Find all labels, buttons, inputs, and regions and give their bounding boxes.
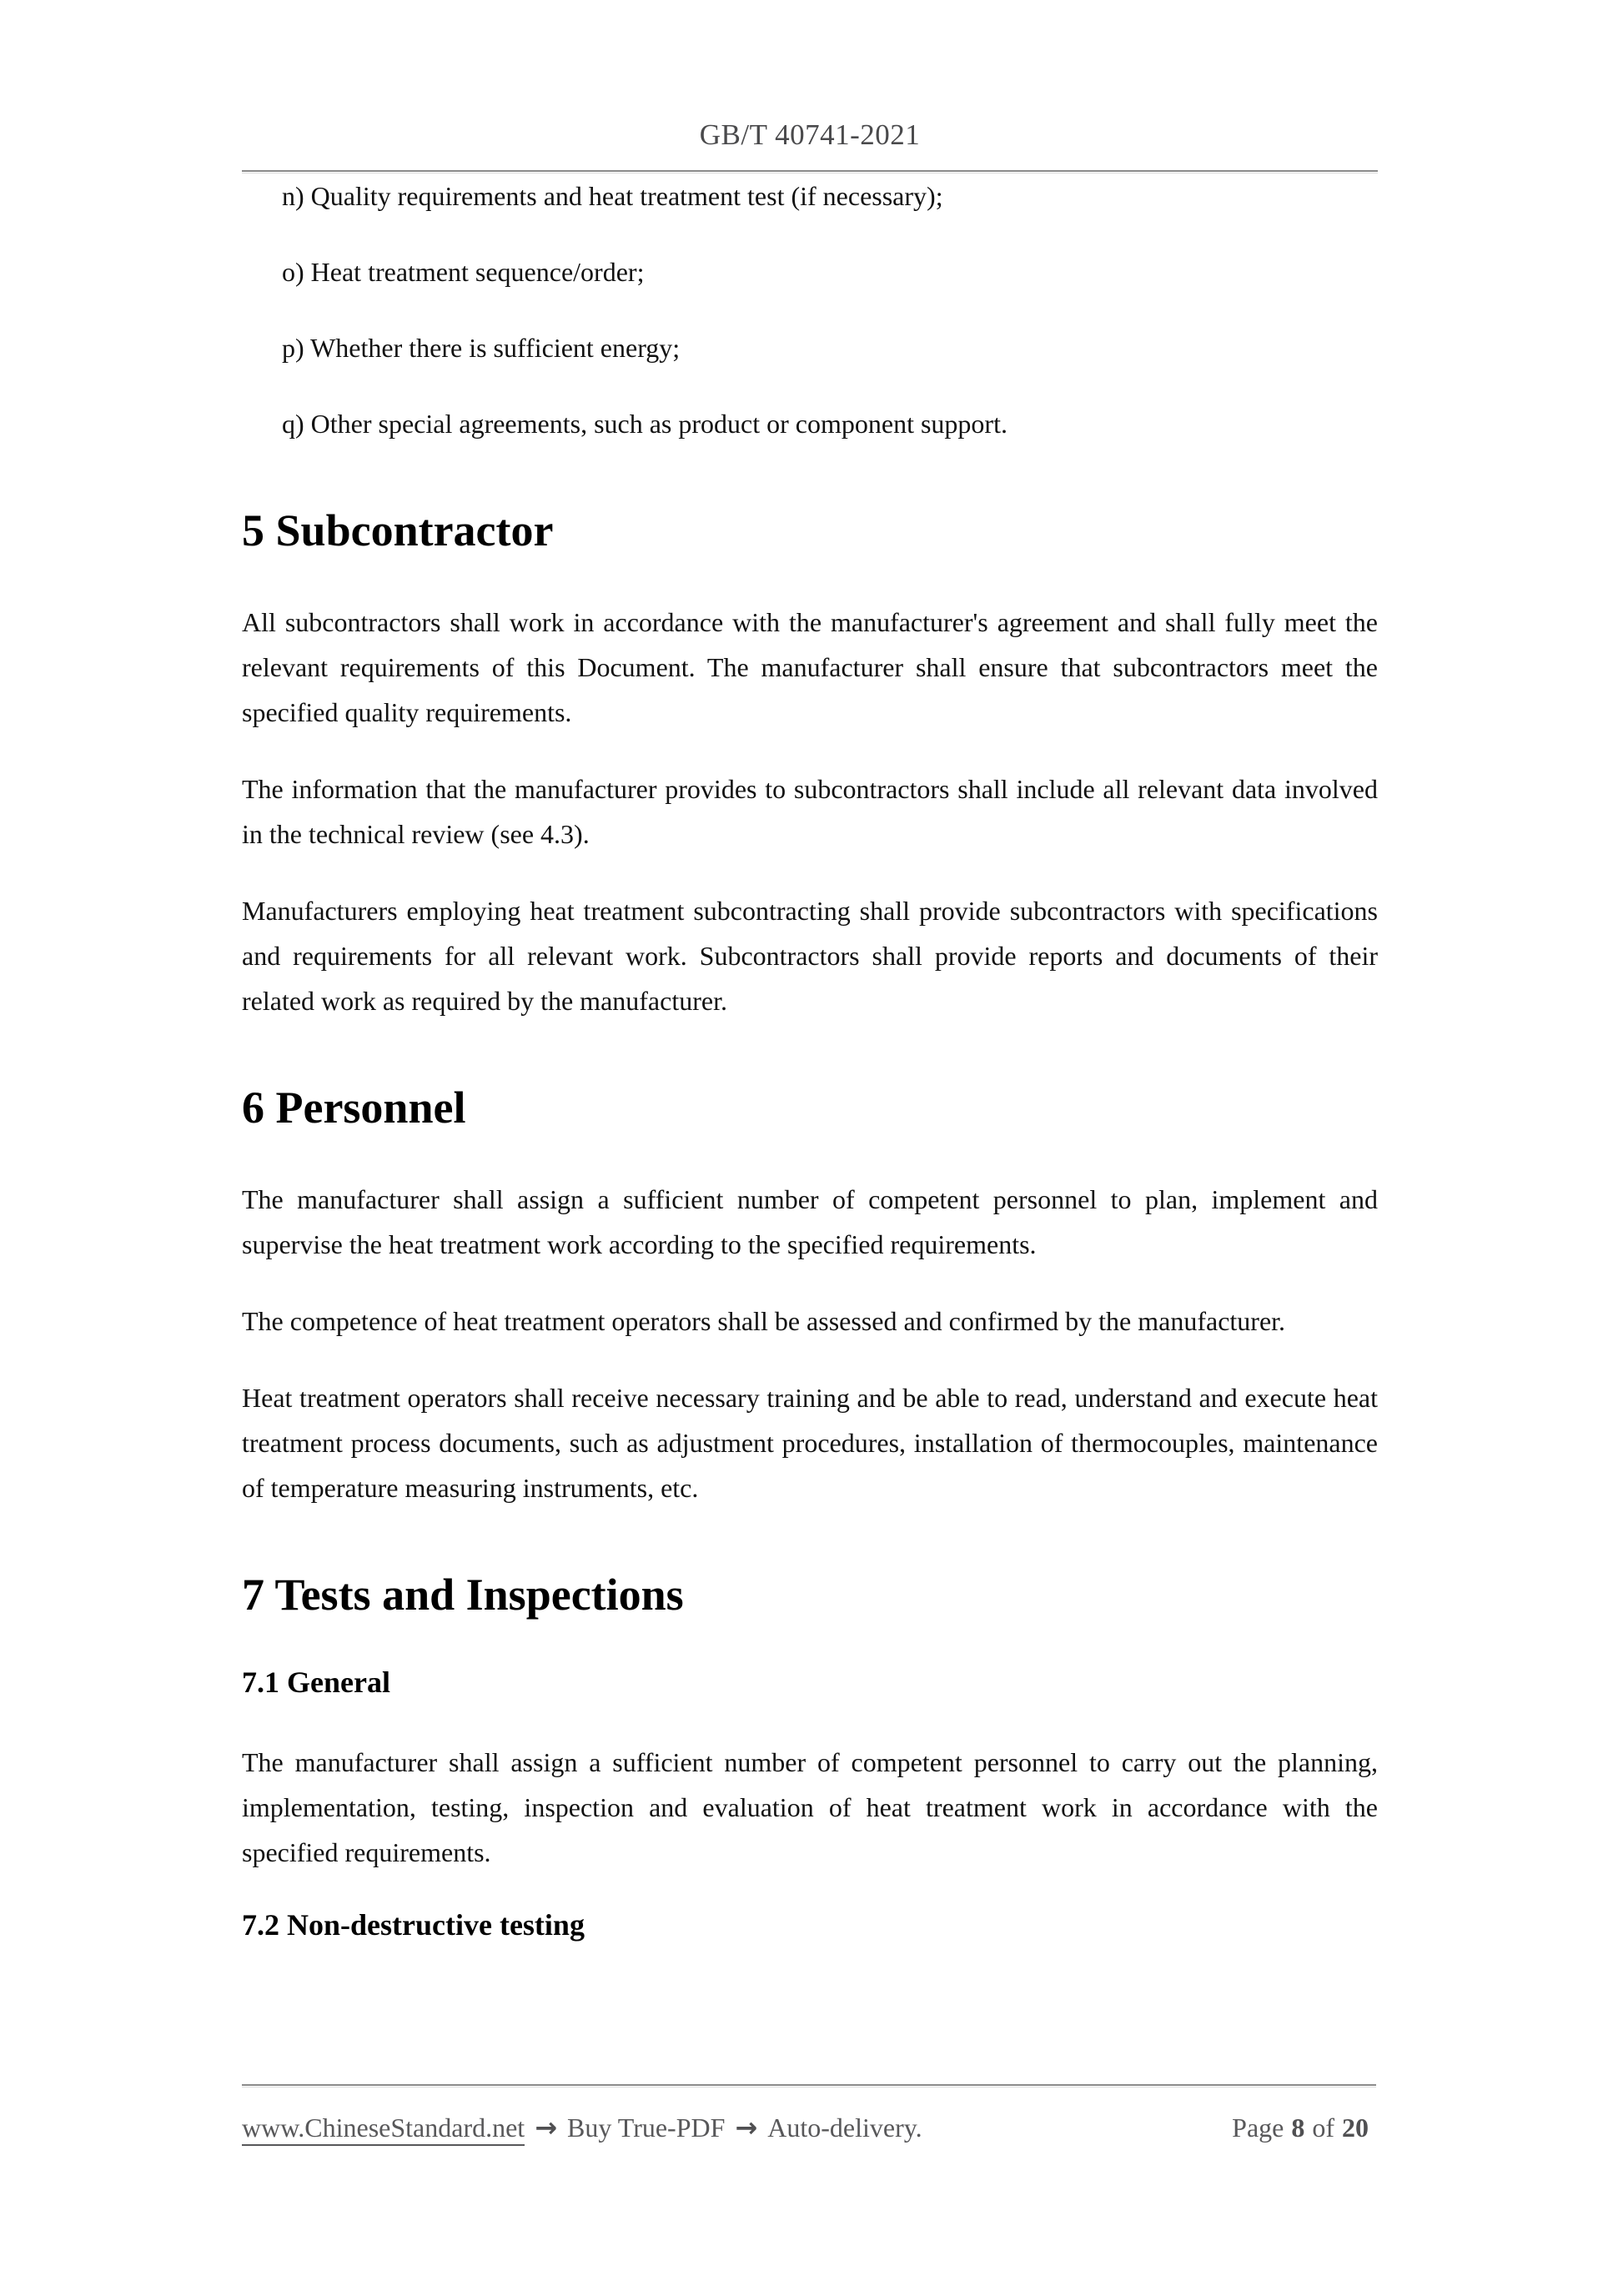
- document-number-header: GB/T 40741-2021: [699, 118, 921, 151]
- page-total-number: 20: [1342, 2113, 1369, 2143]
- page-of-label: of: [1312, 2113, 1334, 2143]
- page-current-number: 8: [1291, 2113, 1305, 2143]
- footer-delivery-text: Auto-delivery.: [767, 2113, 922, 2143]
- list-item-q: q) Other special agreements, such as product or component support.: [282, 409, 1007, 439]
- right-arrow-icon: →: [735, 2112, 758, 2143]
- page-indicator: [1232, 2111, 1376, 2144]
- footer-divider: [242, 2084, 1376, 2088]
- right-arrow-icon: →: [535, 2112, 557, 2143]
- paragraph: Manufacturers employing heat treatment subcontracting shall provide subcontractors with specifications and requirements for all relevant work. Subcontractors shall provide reports and documents of their related work as required by the manufacturer.: [242, 896, 1378, 1016]
- website-link[interactable]: www.ChineseStandard.net: [242, 2113, 525, 2146]
- section-title-tests-inspections: 7 Tests and Inspections: [242, 1570, 684, 1620]
- paragraph: All subcontractors shall work in accordance with the manufacturer's agreement and shall fully meet the relevant requirements of this Document. The manufacturer shall ensure that subcontractors meet the specified quality requirements.: [242, 607, 1378, 727]
- list-item-n: n) Quality requirements and heat treatment test (if necessary);: [282, 181, 943, 211]
- subsection-title-general: 7.1 General: [242, 1665, 390, 1699]
- page-content: [0, 118, 1623, 1943]
- footer-row: [242, 2111, 1376, 2144]
- paragraph: The competence of heat treatment operators shall be assessed and confirmed by the manufacturer.: [242, 1306, 1286, 1336]
- section-title-personnel: 6 Personnel: [242, 1083, 466, 1133]
- subsection-title-ndt: 7.2 Non-destructive testing: [242, 1908, 585, 1942]
- section-title-subcontractor: 5 Subcontractor: [242, 505, 554, 555]
- list-item-o: o) Heat treatment sequence/order;: [282, 257, 645, 287]
- page-footer: [242, 2084, 1376, 2144]
- list-item-p: p) Whether there is sufficient energy;: [282, 333, 681, 363]
- paragraph: The manufacturer shall assign a sufficient number of competent personnel to carry out the planning, implementation, testing, inspection and evaluation of heat treatment work in accordance with the specified requirements.: [242, 1747, 1378, 1867]
- paragraph: The information that the manufacturer provides to subcontractors shall include all relevant data involved in the technical review (see 4.3).: [242, 774, 1378, 849]
- footer-buy-text: Buy True-PDF: [567, 2113, 726, 2143]
- paragraph: Heat treatment operators shall receive necessary training and be able to read, understand and execute heat treatment process documents, such as adjustment procedures, installation of thermocouples, maintenance of temperature measuring instruments, etc.: [242, 1383, 1378, 1503]
- paragraph: The manufacturer shall assign a sufficient number of competent personnel to plan, implement and supervise the heat treatment work according to the specified requirements.: [242, 1184, 1378, 1259]
- page-label: Page: [1232, 2113, 1284, 2143]
- footer-left-text: [242, 2111, 922, 2144]
